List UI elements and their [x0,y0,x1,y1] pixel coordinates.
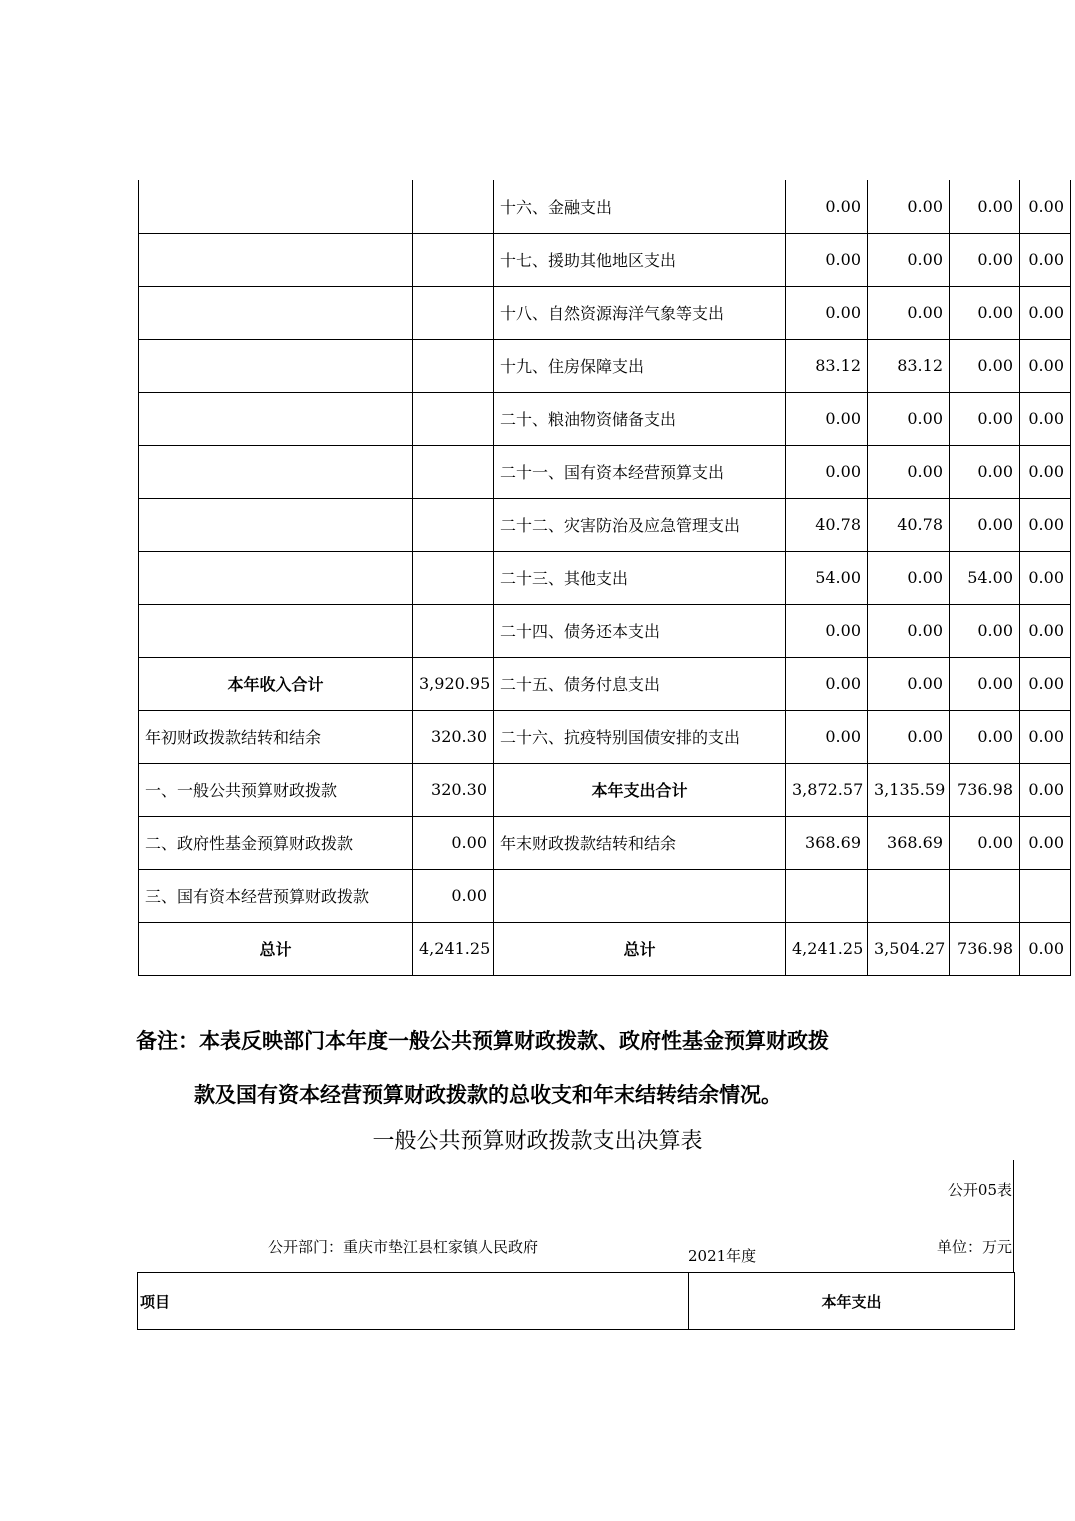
table-row [139,180,1071,233]
table-row [139,498,1071,551]
cell-b: 320.30 [413,763,494,816]
unit-label: 单位：万元 [936,1238,1012,1256]
cell-f: 736.98 [950,763,1020,816]
cell-e: 3,504.27 [868,922,950,975]
cell-c: 总计 [494,922,786,975]
cell-a [139,604,413,657]
cell-e: 0.00 [868,392,950,445]
cell-f: 0.00 [950,710,1020,763]
cell-f: 0.00 [950,286,1020,339]
cell-c: 二十三、其他支出 [494,551,786,604]
cell-f: 0.00 [950,339,1020,392]
table-row [139,233,1071,286]
cell-g: 0.00 [1020,180,1071,233]
cell-g: 0.00 [1020,286,1071,339]
cell-e: 0.00 [868,286,950,339]
cell-a [139,392,413,445]
cell-e: 40.78 [868,498,950,551]
fiscal-summary-table [138,180,1071,976]
cell-b: 0.00 [413,869,494,922]
cell-e: 0.00 [868,180,950,233]
header-expense-cell: 本年支出 [689,1273,1015,1330]
header-row [138,1273,1015,1330]
cell-b: 0.00 [413,816,494,869]
cell-d: 83.12 [786,339,868,392]
cell-f [950,869,1020,922]
cell-e [868,869,950,922]
table-row [139,445,1071,498]
cell-f: 0.00 [950,657,1020,710]
cell-e: 368.69 [868,816,950,869]
cell-b [413,233,494,286]
cell-b: 4,241.25 [413,922,494,975]
note-line-2: 款及国有资本经营预算财政拨款的总收支和年末结转结余情况。 [194,1083,782,1107]
cell-c: 年末财政拨款结转和结余 [494,816,786,869]
cell-f: 0.00 [950,180,1020,233]
cell-b [413,445,494,498]
cell-b [413,180,494,233]
cell-g: 0.00 [1020,763,1071,816]
cell-c: 二十六、抗疫特别国债安排的支出 [494,710,786,763]
cell-g: 0.00 [1020,392,1071,445]
cell-g [1020,869,1071,922]
cell-a [139,180,413,233]
cell-e: 0.00 [868,233,950,286]
cell-a [139,445,413,498]
cell-a [139,551,413,604]
cell-b [413,339,494,392]
cell-a [139,498,413,551]
cell-f: 0.00 [950,604,1020,657]
cell-e: 0.00 [868,604,950,657]
header-item-cell: 项目 [138,1273,689,1330]
fiscal-year-label: 2021年度 [688,1247,757,1265]
note-line-1: 备注：本表反映部门本年度一般公共预算财政拨款、政府性基金预算财政拨 [136,1029,829,1053]
cell-d: 0.00 [786,180,868,233]
table2-title: 一般公共预算财政拨款支出决算表 [372,1129,703,1154]
cell-f: 0.00 [950,816,1020,869]
cell-d [786,869,868,922]
cell-e: 3,135.59 [868,763,950,816]
cell-f: 0.00 [950,498,1020,551]
cell-f: 0.00 [950,392,1020,445]
cell-a [139,233,413,286]
cell-b [413,286,494,339]
cell-e: 0.00 [868,710,950,763]
table-row [139,869,1071,922]
cell-g: 0.00 [1020,816,1071,869]
cell-d: 0.00 [786,657,868,710]
cell-a: 二、政府性基金预算财政拨款 [139,816,413,869]
cell-a: 三、国有资本经营预算财政拨款 [139,869,413,922]
cell-g: 0.00 [1020,498,1071,551]
table-row [139,392,1071,445]
cell-a: 本年收入合计 [139,657,413,710]
table-row [139,286,1071,339]
cell-e: 83.12 [868,339,950,392]
cell-d: 0.00 [786,286,868,339]
cell-c: 本年支出合计 [494,763,786,816]
cell-a [139,286,413,339]
cell-g: 0.00 [1020,657,1071,710]
cell-c: 十八、自然资源海洋气象等支出 [494,286,786,339]
cell-c [494,869,786,922]
cell-g: 0.00 [1020,922,1071,975]
cell-d: 40.78 [786,498,868,551]
cell-b [413,392,494,445]
expenditure-table-header [137,1272,1015,1330]
cell-g: 0.00 [1020,339,1071,392]
table-row [139,922,1071,975]
cell-g: 0.00 [1020,551,1071,604]
cell-d: 0.00 [786,233,868,286]
cell-c: 二十二、灾害防治及应急管理支出 [494,498,786,551]
table-row [139,551,1071,604]
cell-a: 年初财政拨款结转和结余 [139,710,413,763]
cell-d: 4,241.25 [786,922,868,975]
cell-f: 54.00 [950,551,1020,604]
cell-d: 3,872.57 [786,763,868,816]
cell-b [413,551,494,604]
table-row [139,763,1071,816]
cell-e: 0.00 [868,657,950,710]
cell-c: 二十四、债务还本支出 [494,604,786,657]
cell-f: 736.98 [950,922,1020,975]
cell-b [413,604,494,657]
cell-d: 0.00 [786,710,868,763]
cell-c: 二十、粮油物资储备支出 [494,392,786,445]
cell-d: 0.00 [786,445,868,498]
cell-b: 320.30 [413,710,494,763]
header-divider-line [1013,1160,1014,1272]
cell-c: 十六、金融支出 [494,180,786,233]
cell-g: 0.00 [1020,233,1071,286]
table-row [139,604,1071,657]
cell-f: 0.00 [950,233,1020,286]
table-row [139,657,1071,710]
table-row [139,339,1071,392]
department-label: 公开部门：重庆市垫江县杠家镇人民政府 [268,1238,539,1256]
cell-c: 十七、援助其他地区支出 [494,233,786,286]
cell-f: 0.00 [950,445,1020,498]
cell-a [139,339,413,392]
cell-e: 0.00 [868,551,950,604]
cell-d: 368.69 [786,816,868,869]
cell-a: 总计 [139,922,413,975]
table-row [139,710,1071,763]
cell-g: 0.00 [1020,445,1071,498]
table-row [139,816,1071,869]
cell-c: 二十五、债务付息支出 [494,657,786,710]
cell-g: 0.00 [1020,604,1071,657]
cell-c: 二十一、国有资本经营预算支出 [494,445,786,498]
cell-e: 0.00 [868,445,950,498]
cell-g: 0.00 [1020,710,1071,763]
cell-d: 0.00 [786,392,868,445]
cell-c: 十九、住房保障支出 [494,339,786,392]
cell-b [413,498,494,551]
cell-a: 一、一般公共预算财政拨款 [139,763,413,816]
cell-d: 0.00 [786,604,868,657]
cell-b: 3,920.95 [413,657,494,710]
table-note [136,1014,1036,1122]
cell-d: 54.00 [786,551,868,604]
form-code: 公开05表 [947,1181,1012,1199]
